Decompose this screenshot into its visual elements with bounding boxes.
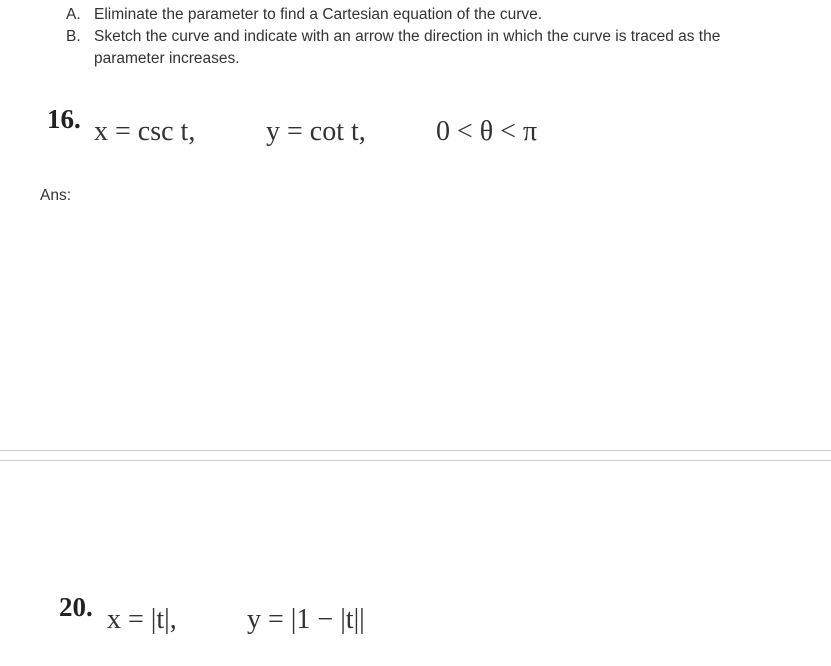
instructions-list xyxy=(66,4,766,70)
x-equation: x = |t|, xyxy=(107,604,177,635)
instruction-item-b xyxy=(66,26,766,70)
instruction-text: Sketch the curve and indicate with an arrow the direction in which the curve is traced as the parameter increases. xyxy=(94,28,721,67)
x-equation: x = csc t, xyxy=(94,116,196,147)
section-divider xyxy=(0,460,831,461)
instruction-letter: B. xyxy=(66,28,81,45)
answer-label: Ans: xyxy=(40,187,72,204)
y-equation: y = |1 − |t|| xyxy=(247,604,365,635)
problem-20-equation xyxy=(107,604,365,636)
problem-16-equation xyxy=(94,116,537,148)
y-equation: y = cot t, xyxy=(266,116,366,147)
problem-16-number: 16. xyxy=(47,104,81,134)
instruction-item-a xyxy=(66,4,766,26)
instruction-letter: A. xyxy=(66,6,81,23)
parameter-domain: 0 < θ < π xyxy=(436,116,538,147)
section-divider xyxy=(0,450,831,451)
instruction-text: Eliminate the parameter to find a Cartesian equation of the curve. xyxy=(94,6,543,23)
problem-20-number: 20. xyxy=(59,592,93,622)
